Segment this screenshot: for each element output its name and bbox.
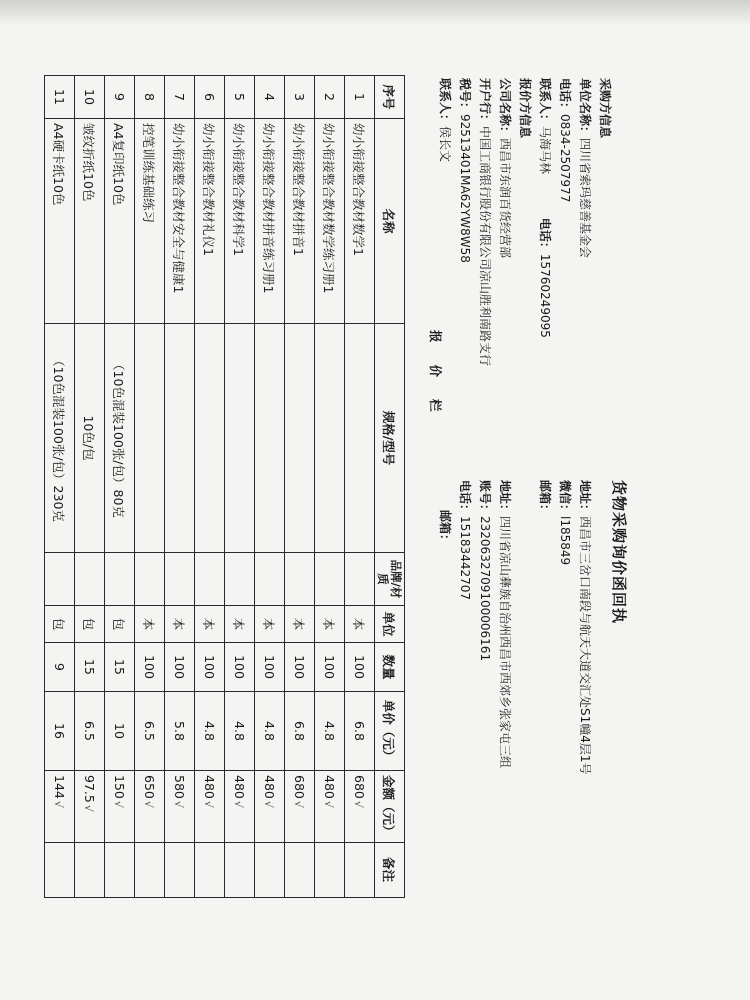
row-unit-text: 本 xyxy=(171,617,187,631)
row-amount-text: 97.5 xyxy=(82,775,97,803)
row-amount xyxy=(75,771,105,843)
col-unit: 单位 xyxy=(375,606,405,643)
row-qty-text: 15 xyxy=(82,659,97,675)
row-brand xyxy=(165,553,195,606)
row-qty xyxy=(285,643,315,692)
seller-account: 2320632709100006161 xyxy=(478,516,492,662)
row-price-text: 6.5 xyxy=(142,721,157,741)
row-name-text: 幼小衔接整合教材数学练习册1 xyxy=(321,123,337,294)
row-name xyxy=(165,119,195,324)
row-no-text: 11 xyxy=(52,89,67,105)
checkmark-icon: √ xyxy=(322,800,335,808)
buyer-section xyxy=(535,78,615,338)
row-qty-text: 100 xyxy=(142,655,157,679)
quote-table xyxy=(44,75,405,898)
buyer-tel-label: 电话： xyxy=(538,217,552,254)
row-no-text: 4 xyxy=(262,93,277,101)
row-amount-text: 480 xyxy=(262,775,277,799)
table-row xyxy=(255,76,285,898)
row-amount xyxy=(105,771,135,843)
seller-company: 西昌市东润百货经营部 xyxy=(498,138,512,259)
row-note xyxy=(315,842,345,897)
row-brand xyxy=(105,553,135,606)
row-amount-text: 480 xyxy=(232,775,247,799)
row-no xyxy=(345,76,375,119)
row-price-text: 4.8 xyxy=(262,721,277,741)
row-unit-text: 本 xyxy=(261,617,277,631)
row-spec-text: 10色/包 xyxy=(81,415,97,461)
row-price xyxy=(195,692,225,771)
row-brand xyxy=(285,553,315,606)
row-unit-text: 本 xyxy=(201,617,217,631)
buyer-section-title: 采购方信息 xyxy=(598,78,612,139)
row-unit xyxy=(135,606,165,643)
row-unit-text: 本 xyxy=(321,617,337,631)
seller-tel-label: 电话： xyxy=(458,480,472,517)
row-price-text: 4.8 xyxy=(322,721,337,741)
row-no xyxy=(165,76,195,119)
seller-section-title: 报价方信息 xyxy=(518,78,532,139)
row-spec xyxy=(225,324,255,553)
row-note xyxy=(105,842,135,897)
seller-email-line xyxy=(435,480,455,768)
row-price-text: 16 xyxy=(52,723,67,739)
row-spec xyxy=(315,324,345,553)
row-amount-text: 650 xyxy=(142,775,157,799)
row-no xyxy=(225,76,255,119)
row-note xyxy=(135,842,165,897)
row-unit xyxy=(315,606,345,643)
row-spec xyxy=(75,324,105,553)
row-price xyxy=(135,692,165,771)
seller-tax-label: 税号： xyxy=(458,78,472,115)
row-price xyxy=(285,692,315,771)
row-note xyxy=(45,842,75,897)
buyer-email-line xyxy=(535,480,555,775)
row-name xyxy=(285,119,315,324)
row-name-text: A4硬卡纸10色 xyxy=(51,123,67,206)
row-name xyxy=(315,119,345,324)
buyer-right-section xyxy=(535,480,595,775)
buyer-phone: 0834-2507977 xyxy=(558,114,572,203)
row-unit xyxy=(165,606,195,643)
row-unit xyxy=(105,606,135,643)
row-no-text: 8 xyxy=(142,93,157,101)
row-qty xyxy=(45,643,75,692)
row-amount xyxy=(255,771,285,843)
seller-bank: 中国工商银行股份有限公司凉山胜利南路支行 xyxy=(478,126,492,367)
buyer-address-label: 地址： xyxy=(578,480,592,517)
row-amount-text: 150 xyxy=(112,775,127,799)
row-name-text: 幼小衔接整合教材拼音练习册1 xyxy=(261,123,277,294)
seller-tax-line xyxy=(455,78,475,366)
checkmark-icon: √ xyxy=(292,800,305,808)
row-spec xyxy=(195,324,225,553)
row-unit xyxy=(195,606,225,643)
checkmark-icon: √ xyxy=(112,800,125,808)
row-brand xyxy=(195,553,225,606)
checkmark-icon: √ xyxy=(352,800,365,808)
row-unit-text: 本 xyxy=(231,617,247,631)
row-qty-text: 9 xyxy=(52,663,67,671)
row-name xyxy=(255,119,285,324)
row-price xyxy=(165,692,195,771)
row-price-text: 6.5 xyxy=(82,721,97,741)
row-amount xyxy=(135,771,165,843)
row-spec xyxy=(165,324,195,553)
seller-section xyxy=(435,78,535,366)
table-row xyxy=(75,76,105,898)
row-unit xyxy=(75,606,105,643)
seller-account-line xyxy=(475,480,495,768)
row-qty-text: 100 xyxy=(172,655,187,679)
buyer-wechat: l185849 xyxy=(558,516,572,566)
row-no-text: 3 xyxy=(292,93,307,101)
checkmark-icon: √ xyxy=(172,800,185,808)
row-qty-text: 100 xyxy=(292,655,307,679)
row-qty-text: 100 xyxy=(352,655,367,679)
row-no-text: 5 xyxy=(232,93,247,101)
checkmark-icon: √ xyxy=(232,800,245,808)
row-brand xyxy=(75,553,105,606)
seller-contact-label: 联系人： xyxy=(438,78,452,127)
row-spec xyxy=(345,324,375,553)
row-amount-text: 680 xyxy=(352,775,367,799)
row-unit-text: 本 xyxy=(351,617,367,631)
row-amount-text: 480 xyxy=(322,775,337,799)
row-qty xyxy=(75,643,105,692)
row-unit-text: 本 xyxy=(141,617,157,631)
row-amount xyxy=(345,771,375,843)
row-name-text: A4复印纸10色 xyxy=(111,123,127,206)
checkmark-icon: √ xyxy=(52,800,65,808)
row-unit-text: 包 xyxy=(81,617,97,631)
row-spec xyxy=(285,324,315,553)
seller-right-section xyxy=(435,480,515,768)
col-name: 名称 xyxy=(375,119,405,324)
seller-tax: 92513401MA62YW8W58 xyxy=(458,114,472,263)
row-name-text: 皱纹折纸10色 xyxy=(81,123,97,202)
row-name xyxy=(105,119,135,324)
row-no xyxy=(255,76,285,119)
row-no-text: 6 xyxy=(202,93,217,101)
row-brand xyxy=(135,553,165,606)
row-name xyxy=(135,119,165,324)
col-spec: 规格/型号 xyxy=(375,324,405,553)
row-qty xyxy=(195,643,225,692)
table-row xyxy=(315,76,345,898)
seller-address-label: 地址： xyxy=(498,480,512,517)
row-note xyxy=(225,842,255,897)
row-amount xyxy=(165,771,195,843)
row-price xyxy=(45,692,75,771)
row-name-text: 幼小衔接整合教材礼仪1 xyxy=(201,123,217,256)
row-qty-text: 100 xyxy=(322,655,337,679)
row-no xyxy=(135,76,165,119)
row-qty xyxy=(105,643,135,692)
row-qty-text: 100 xyxy=(232,655,247,679)
table-row xyxy=(285,76,315,898)
row-amount-text: 580 xyxy=(172,775,187,799)
col-price: 单价（元） xyxy=(375,692,405,771)
row-note xyxy=(285,842,315,897)
row-note xyxy=(255,842,285,897)
row-brand xyxy=(345,553,375,606)
row-amount xyxy=(225,771,255,843)
row-qty xyxy=(135,643,165,692)
buyer-phone-label: 电话： xyxy=(558,78,572,115)
row-price-text: 10 xyxy=(112,723,127,739)
document-title: 货物采购询价函回执 xyxy=(610,480,628,625)
row-no-text: 2 xyxy=(322,93,337,101)
quote-header-row xyxy=(375,76,405,898)
seller-tel-line xyxy=(455,480,475,768)
row-name xyxy=(195,119,225,324)
row-no-text: 9 xyxy=(112,93,127,101)
row-spec-text: （10色混装100张/包）80克 xyxy=(111,358,127,518)
col-qty: 数量 xyxy=(375,643,405,692)
row-qty xyxy=(345,643,375,692)
row-name xyxy=(75,119,105,324)
buyer-wechat-label: 微信： xyxy=(558,480,572,517)
buyer-address: 西昌市三岔口南段与航天大道交汇处S1幢4层1号 xyxy=(578,516,592,775)
table-row xyxy=(345,76,375,898)
row-spec xyxy=(255,324,285,553)
row-name-text: 幼小衔接整合教材拼音1 xyxy=(291,123,307,256)
row-unit xyxy=(345,606,375,643)
table-row xyxy=(165,76,195,898)
row-name xyxy=(345,119,375,324)
row-qty xyxy=(225,643,255,692)
row-unit-text: 包 xyxy=(111,617,127,631)
row-spec-text: （10色混装100张/包）230克 xyxy=(51,354,67,522)
row-qty-text: 15 xyxy=(112,659,127,675)
row-brand xyxy=(255,553,285,606)
table-row xyxy=(45,76,75,898)
row-no xyxy=(105,76,135,119)
seller-address: 四川省凉山彝族自治州西昌市西郊乡张家屯三组 xyxy=(498,516,512,769)
buyer-address-line xyxy=(575,480,595,775)
row-unit-text: 本 xyxy=(291,617,307,631)
row-amount-text: 680 xyxy=(292,775,307,799)
table-row xyxy=(135,76,165,898)
row-amount-text: 144 xyxy=(52,775,67,799)
col-amount: 金额（元） xyxy=(375,771,405,843)
quote-table-body xyxy=(45,76,375,898)
row-spec xyxy=(105,324,135,553)
buyer-email-label: 邮箱： xyxy=(538,480,552,517)
row-qty xyxy=(165,643,195,692)
row-price-text: 4.8 xyxy=(202,721,217,741)
row-unit-text: 包 xyxy=(51,617,67,631)
row-qty xyxy=(315,643,345,692)
row-note xyxy=(165,842,195,897)
row-qty-text: 100 xyxy=(202,655,217,679)
col-no: 序号 xyxy=(375,76,405,119)
row-price-text: 5.8 xyxy=(172,721,187,741)
row-unit xyxy=(45,606,75,643)
row-price xyxy=(225,692,255,771)
row-no xyxy=(45,76,75,119)
seller-bank-line xyxy=(475,78,495,366)
row-qty xyxy=(255,643,285,692)
seller-email-label: 邮箱： xyxy=(438,510,452,547)
buyer-wechat-line xyxy=(555,480,575,775)
row-price xyxy=(75,692,105,771)
row-brand xyxy=(315,553,345,606)
row-amount-text: 480 xyxy=(202,775,217,799)
row-note xyxy=(75,842,105,897)
row-price-text: 6.8 xyxy=(292,721,307,741)
seller-bank-label: 开户行： xyxy=(478,78,492,127)
buyer-unit-label: 单位名称： xyxy=(578,78,592,139)
row-amount xyxy=(195,771,225,843)
seller-account-label: 账号： xyxy=(478,480,492,517)
row-note xyxy=(195,842,225,897)
seller-contact: 侯长文 xyxy=(438,126,452,163)
row-no xyxy=(195,76,225,119)
checkmark-icon: √ xyxy=(202,800,215,808)
row-name-text: 幼小衔接整合教材安全与健康1 xyxy=(171,123,187,294)
row-unit xyxy=(285,606,315,643)
row-price xyxy=(255,692,285,771)
col-note: 备注 xyxy=(375,842,405,897)
buyer-unit: 四川省索玛慈善基金会 xyxy=(578,138,592,259)
row-price xyxy=(345,692,375,771)
table-row xyxy=(105,76,135,898)
checkmark-icon: √ xyxy=(142,800,155,808)
buyer-contact: 马海马林 xyxy=(538,126,552,175)
row-price xyxy=(105,692,135,771)
row-amount xyxy=(285,771,315,843)
seller-address-line xyxy=(495,480,515,768)
row-spec xyxy=(45,324,75,553)
row-name-text: 幼小衔接整合教材数学1 xyxy=(351,123,367,256)
row-price xyxy=(315,692,345,771)
row-amount xyxy=(315,771,345,843)
row-brand xyxy=(225,553,255,606)
seller-company-line xyxy=(495,78,515,366)
quote-header-label: 报价栏 xyxy=(428,330,443,434)
row-name xyxy=(45,119,75,324)
seller-company-label: 公司名称： xyxy=(498,78,512,139)
row-name-text: 幼小衔接整合教材科学1 xyxy=(231,123,247,256)
row-brand xyxy=(45,553,75,606)
row-no xyxy=(315,76,345,119)
row-no-text: 7 xyxy=(172,93,187,101)
table-row xyxy=(225,76,255,898)
row-note xyxy=(345,842,375,897)
checkmark-icon: √ xyxy=(82,804,95,812)
row-no xyxy=(285,76,315,119)
row-name xyxy=(225,119,255,324)
row-no-text: 1 xyxy=(352,93,367,101)
table-row xyxy=(195,76,225,898)
row-qty-text: 100 xyxy=(262,655,277,679)
buyer-contact-line xyxy=(535,78,555,338)
row-price-text: 4.8 xyxy=(232,721,247,741)
buyer-contact-label: 联系人： xyxy=(538,78,552,127)
row-name-text: 控笔训练基础练习 xyxy=(141,123,157,224)
row-unit xyxy=(225,606,255,643)
row-unit xyxy=(255,606,285,643)
row-amount xyxy=(45,771,75,843)
seller-contact-line xyxy=(435,78,455,366)
row-no-text: 10 xyxy=(82,89,97,105)
col-brand: 品牌/材质 xyxy=(375,553,405,606)
buyer-tel: 15760249095 xyxy=(538,253,552,338)
buyer-unit-line xyxy=(575,78,595,338)
row-price-text: 6.8 xyxy=(352,721,367,741)
row-no xyxy=(75,76,105,119)
row-spec xyxy=(135,324,165,553)
seller-tel: 15183442707 xyxy=(458,516,472,600)
checkmark-icon: √ xyxy=(262,800,275,808)
buyer-phone-line xyxy=(555,78,575,338)
